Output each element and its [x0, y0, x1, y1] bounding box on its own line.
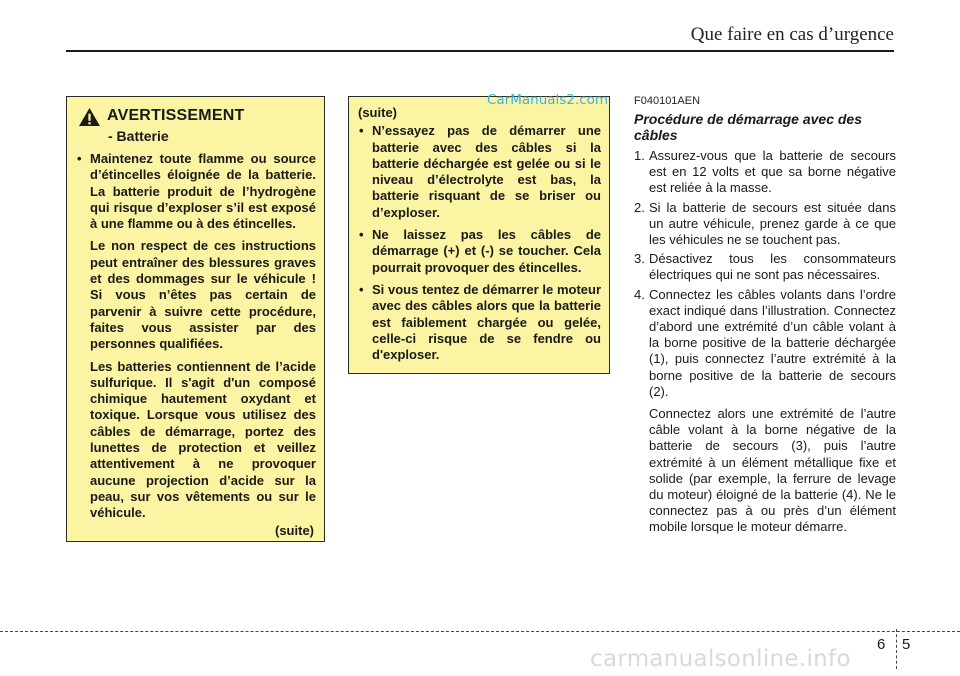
continued-label: (suite): [358, 105, 397, 120]
step-number: 4.: [634, 286, 645, 302]
procedure-step: [634, 287, 896, 400]
warning-paragraph: Le non respect de ces instructions peut entraîner des blessures graves et des dommages sur le véhicule ! Si vous n’êtes pas certain de parvenir à suivre cette procédure, faites vous assister par des personnes qualifiées.: [90, 238, 316, 352]
step-text: Assurez-vous que la batterie de secours est en 12 volts et que sa borne négative est reliée à la masse.: [649, 148, 896, 196]
warning-bullet: • Maintenez toute flamme ou source d’étincelles éloignée de la batterie. La batterie produit de l’hydrogène qui risque d’exploser s’il est exposé à une flamme ou à des étincelles.: [76, 151, 316, 232]
procedure-step: [634, 251, 896, 283]
chapter-number: 6: [877, 636, 886, 653]
procedure-step: [634, 200, 896, 249]
section-title: Procédure de démarrage avec des câbles: [634, 111, 863, 143]
warning-bullet: • Si vous tentez de démarrer le moteur avec des câbles alors que la batterie est faiblement chargée ou gelée, celle-ci risque de se fendre ou d'exploser.: [358, 282, 601, 363]
step-number: 2.: [634, 199, 645, 215]
step-number: 1.: [634, 148, 645, 163]
step-number: 3.: [634, 251, 645, 267]
continued-label: (suite): [275, 522, 314, 538]
site-watermark: carmanualsonline.info: [590, 646, 851, 672]
procedure-step: [634, 148, 896, 197]
procedure-section: [634, 95, 896, 536]
warning-header: [76, 107, 316, 127]
warning-paragraph: Les batteries contiennent de l’acide sulfurique. Il s'agit d'un composé chimique hautement oxydant et toxique. Lorsque vous utilisez des câbles de démarrage, portez des lunettes de protection et veillez attentivement à ne provoquer aucune projection d’acide sur la peau, sur vos vêtements ou sur le véhicule.: [90, 358, 316, 521]
battery-warning-box: [66, 96, 325, 542]
reference-code: F040101AEN: [634, 95, 701, 107]
footer-divider: [0, 631, 960, 632]
warning-triangle-icon: [78, 107, 101, 127]
warning-title: AVERTISSEMENT: [107, 107, 245, 124]
step-continuation: Connectez alors une extrémité de l’autre câble volant à la borne négative de la batterie de secours (3), puis l’autre extrémité à un élément métallique fixe et solide (par exemple, la ferrure de levage du moteur) éloigné de la batterie (4). Ne le connectez pas à ou près d’un élément mobile lorsque le moteur démarre.: [649, 406, 896, 535]
chapter-title: Que faire en cas d’urgence: [690, 24, 894, 45]
step-text: Désactivez tous les consommateurs électriques qui ne sont pas nécessaires.: [649, 251, 896, 283]
page-number: 5: [902, 636, 911, 653]
header-divider: [66, 50, 894, 52]
warning-bullet: • N’essayez pas de démarrer une batterie avec des câbles si la batterie déchargée est gelée ou si le niveau d’électrolyte est bas, la batterie risquant de se briser ou d’exploser.: [358, 123, 601, 221]
battery-warning-continued-box: [348, 96, 610, 374]
step-text: Connectez les câbles volants dans l’ordre exact indiqué dans l’illustration. Connectez d’abord une extrémité d’un câble volant à la borne positive de la batterie déchargée (1), puis connectez l’autre extrémité à la borne positive de la batterie de secours (2).: [649, 286, 896, 399]
page-number-separator: [896, 629, 897, 669]
step-text: Si la batterie de secours est située dans un autre véhicule, prenez garde à ce que les véhicules ne se touchent pas.: [649, 199, 896, 248]
warning-bullet: • Ne laissez pas les câbles de démarrage (+) et (-) se toucher. Cela pourrait provoquer des étincelles.: [358, 227, 601, 276]
warning-subtitle: - Batterie: [108, 128, 169, 144]
watermark-link[interactable]: CarManuals2.com: [487, 92, 609, 108]
